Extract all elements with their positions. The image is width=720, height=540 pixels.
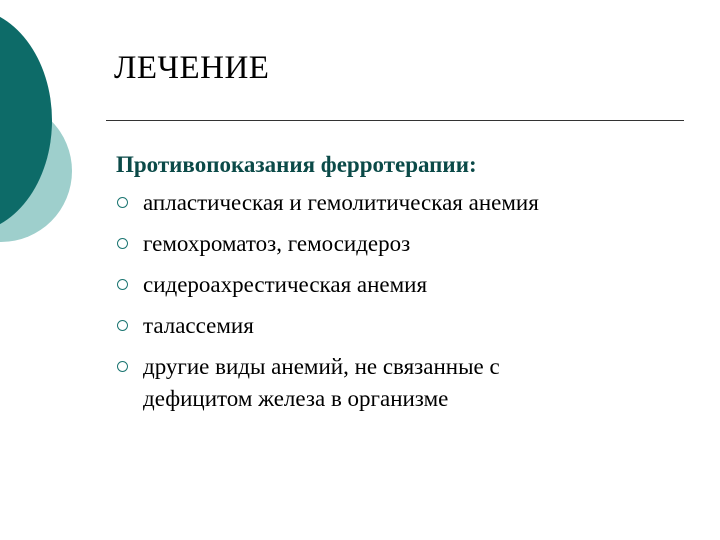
- list-item: [116, 351, 706, 415]
- hollow-circle-bullet-icon: [117, 279, 128, 290]
- title-divider: [106, 120, 684, 121]
- list-item-text: гемохроматоз, гемосидероз: [143, 231, 411, 256]
- hollow-circle-bullet-icon: [117, 238, 128, 249]
- list-item-text: сидероахрестическая анемия: [143, 272, 428, 297]
- contraindications-heading: Противопоказания ферротерапии:: [116, 152, 477, 177]
- contraindications-list: [116, 187, 706, 415]
- slide-content: [116, 149, 706, 424]
- hollow-circle-bullet-icon: [117, 361, 128, 372]
- list-item-text: другие виды анемий, не связанные с дефицитом железа в организме: [143, 354, 500, 411]
- list-item: [116, 310, 706, 342]
- hollow-circle-bullet-icon: [117, 197, 128, 208]
- list-item: [116, 228, 706, 260]
- list-item: [116, 187, 706, 219]
- list-item-text: талассемия: [143, 313, 254, 338]
- decorative-circles: [0, 0, 120, 300]
- list-item: [116, 269, 706, 301]
- list-item-text: апластическая и гемолитическая анемия: [143, 190, 539, 215]
- hollow-circle-bullet-icon: [117, 320, 128, 331]
- slide-title: ЛЕЧЕНИЕ: [114, 50, 270, 86]
